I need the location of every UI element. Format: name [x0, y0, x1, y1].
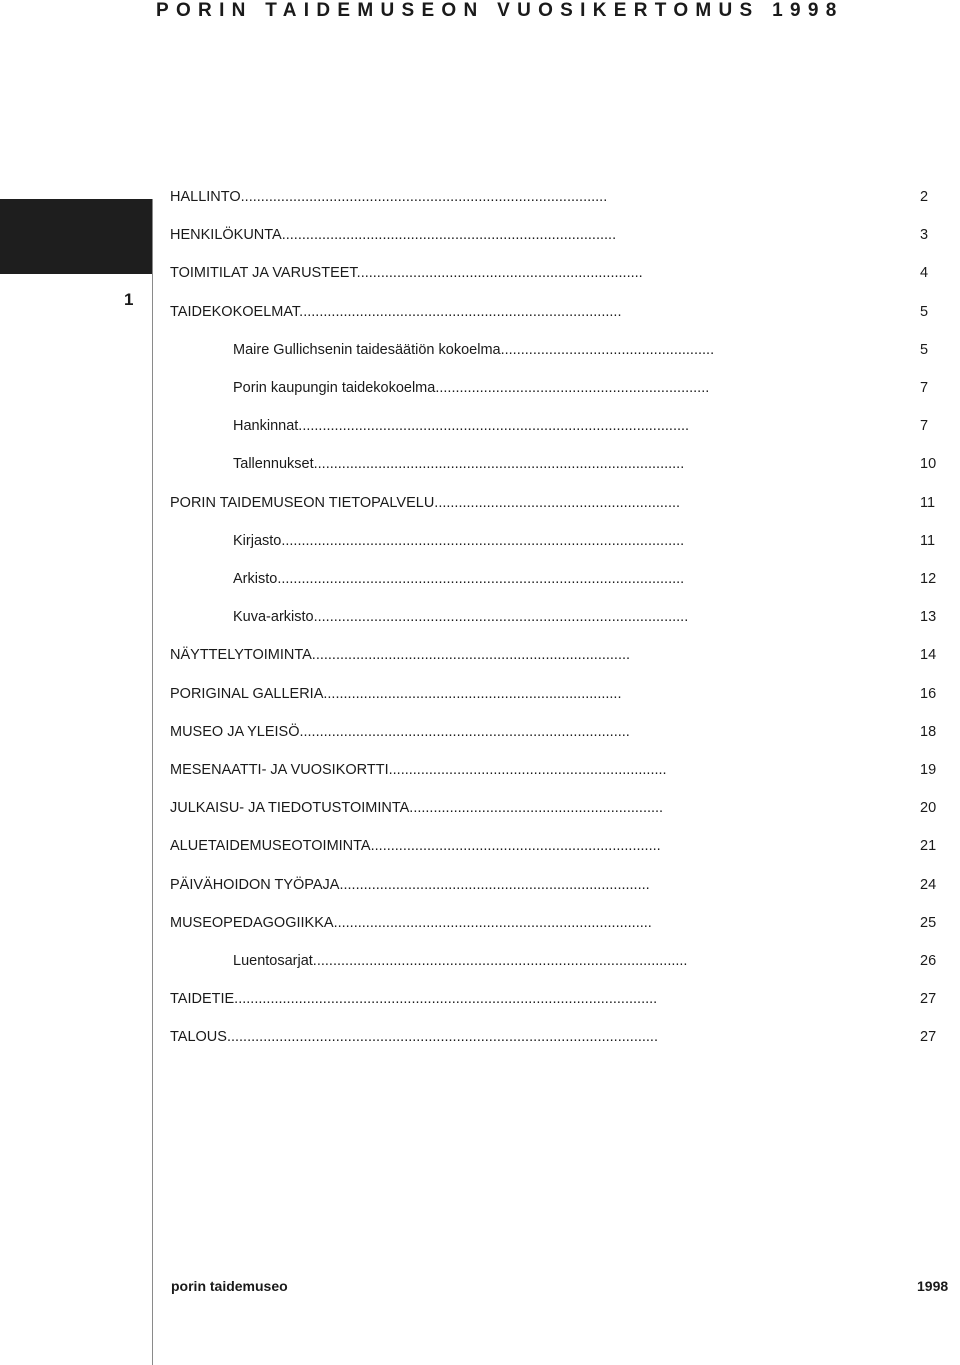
toc-entry-page: 7	[920, 380, 929, 396]
toc-entry-label: Hankinnat.................................................................................................	[233, 418, 690, 435]
toc-entry-label: ALUETAIDEMUSEOTOIMINTA........................................................................	[170, 838, 661, 855]
footer-year: 1998	[917, 1278, 949, 1294]
toc-entry	[0, 263, 960, 301]
toc-entry-label: Arkisto.....................................................................................................	[233, 571, 685, 587]
toc-entry-label: TALOUS...........................................................................................................	[170, 1029, 658, 1046]
toc-entry-label: PÄIVÄHOIDON TYÖPAJA.............................................................................	[170, 876, 650, 893]
toc-entry-page: 27	[920, 1029, 937, 1046]
toc-entry	[0, 684, 960, 722]
toc-entry	[0, 1027, 960, 1065]
page-number: 1	[124, 290, 134, 309]
toc-entry	[0, 302, 960, 340]
toc-entry	[0, 798, 960, 836]
toc-entry-page: 11	[920, 532, 936, 549]
toc-entry-page: 25	[920, 914, 937, 931]
toc-entry	[0, 722, 960, 760]
toc-entry	[0, 493, 960, 531]
toc-entry-page: 2	[920, 189, 929, 205]
toc-entry-label: JULKAISU- JA TIEDOTUSTOIMINTA...............................................................	[170, 800, 664, 817]
toc-entry-page: 12	[920, 571, 937, 587]
toc-entry-page: 19	[920, 762, 937, 778]
toc-entry-page: 7	[920, 418, 929, 435]
toc-entry-page: 21	[920, 838, 937, 855]
toc-entry-page: 27	[920, 991, 937, 1008]
toc-entry-label: Porin kaupungin taidekokoelma....................................................................	[233, 380, 710, 396]
toc-entry-label: NÄYTTELYTOIMINTA...............................................................................	[170, 647, 631, 664]
toc-entry-page: 18	[920, 723, 937, 740]
toc-entry	[0, 416, 960, 454]
toc-entry	[0, 875, 960, 913]
toc-entry	[0, 951, 960, 989]
toc-entry	[0, 569, 960, 607]
toc-entry-label: TAIDEKOKOELMAT................................................................................	[170, 303, 622, 320]
document-header-title: PORIN TAIDEMUSEON VUOSIKERTOMUS 1998	[156, 0, 844, 21]
toc-entry-page: 20	[920, 800, 937, 817]
toc-entry	[0, 760, 960, 798]
footer-publisher: porin taidemuseo	[171, 1278, 288, 1294]
toc-entry-label: HENKILÖKUNTA...................................................................................	[170, 227, 617, 244]
toc-entry-label: TOIMITILAT JA VARUSTEET.......................................................................	[170, 265, 643, 282]
toc-entry-label: MUSEOPEDAGOGIIKKA...............................................................................	[170, 914, 652, 931]
toc-entry-page: 26	[920, 953, 937, 969]
toc-entry-label: HALLINTO...........................................................................................	[170, 189, 608, 205]
toc-entry-label: PORIN TAIDEMUSEON TIETOPALVELU.............................................................	[170, 494, 681, 511]
toc-entry	[0, 454, 960, 492]
toc-entry	[0, 225, 960, 263]
toc-entry-page: 16	[920, 685, 937, 702]
toc-entry	[0, 607, 960, 645]
toc-entry-label: Luentosarjat.............................................................................................	[233, 953, 688, 969]
toc-entry	[0, 378, 960, 416]
toc-entry	[0, 531, 960, 569]
toc-entry	[0, 340, 960, 378]
toc-entry-label: PORIGINAL GALLERIA..........................................................................	[170, 685, 622, 702]
toc-entry-page: 3	[920, 227, 929, 244]
toc-entry-page: 4	[920, 265, 929, 282]
toc-entry-label: Tallennukset............................................................................................	[233, 456, 685, 473]
toc-entry-page: 13	[920, 609, 937, 626]
toc-entry	[0, 645, 960, 683]
toc-entry	[0, 913, 960, 951]
toc-entry	[0, 836, 960, 874]
toc-entry-page: 11	[920, 494, 936, 511]
toc-entry-page: 14	[920, 647, 937, 664]
toc-entry	[0, 989, 960, 1027]
toc-entry-label: TAIDETIE.........................................................................................................	[170, 991, 658, 1008]
toc-entry-label: Kuva-arkisto.............................................................................................	[233, 609, 689, 626]
toc-entry-label: MUSEO JA YLEISÖ..................................................................................	[170, 723, 630, 740]
toc-entry-label: MESENAATTI- JA VUOSIKORTTI.....................................................................	[170, 762, 667, 778]
toc-entry-page: 10	[920, 456, 937, 473]
toc-entry-page: 5	[920, 303, 929, 320]
toc-entry	[0, 187, 960, 225]
toc-entry-page: 24	[920, 876, 937, 893]
toc-entry-label: Kirjasto....................................................................................................	[233, 532, 685, 549]
toc-entry-page: 5	[920, 341, 929, 358]
toc-entry-label: Maire Gullichsenin taidesäätiön kokoelma.....................................................	[233, 341, 715, 358]
